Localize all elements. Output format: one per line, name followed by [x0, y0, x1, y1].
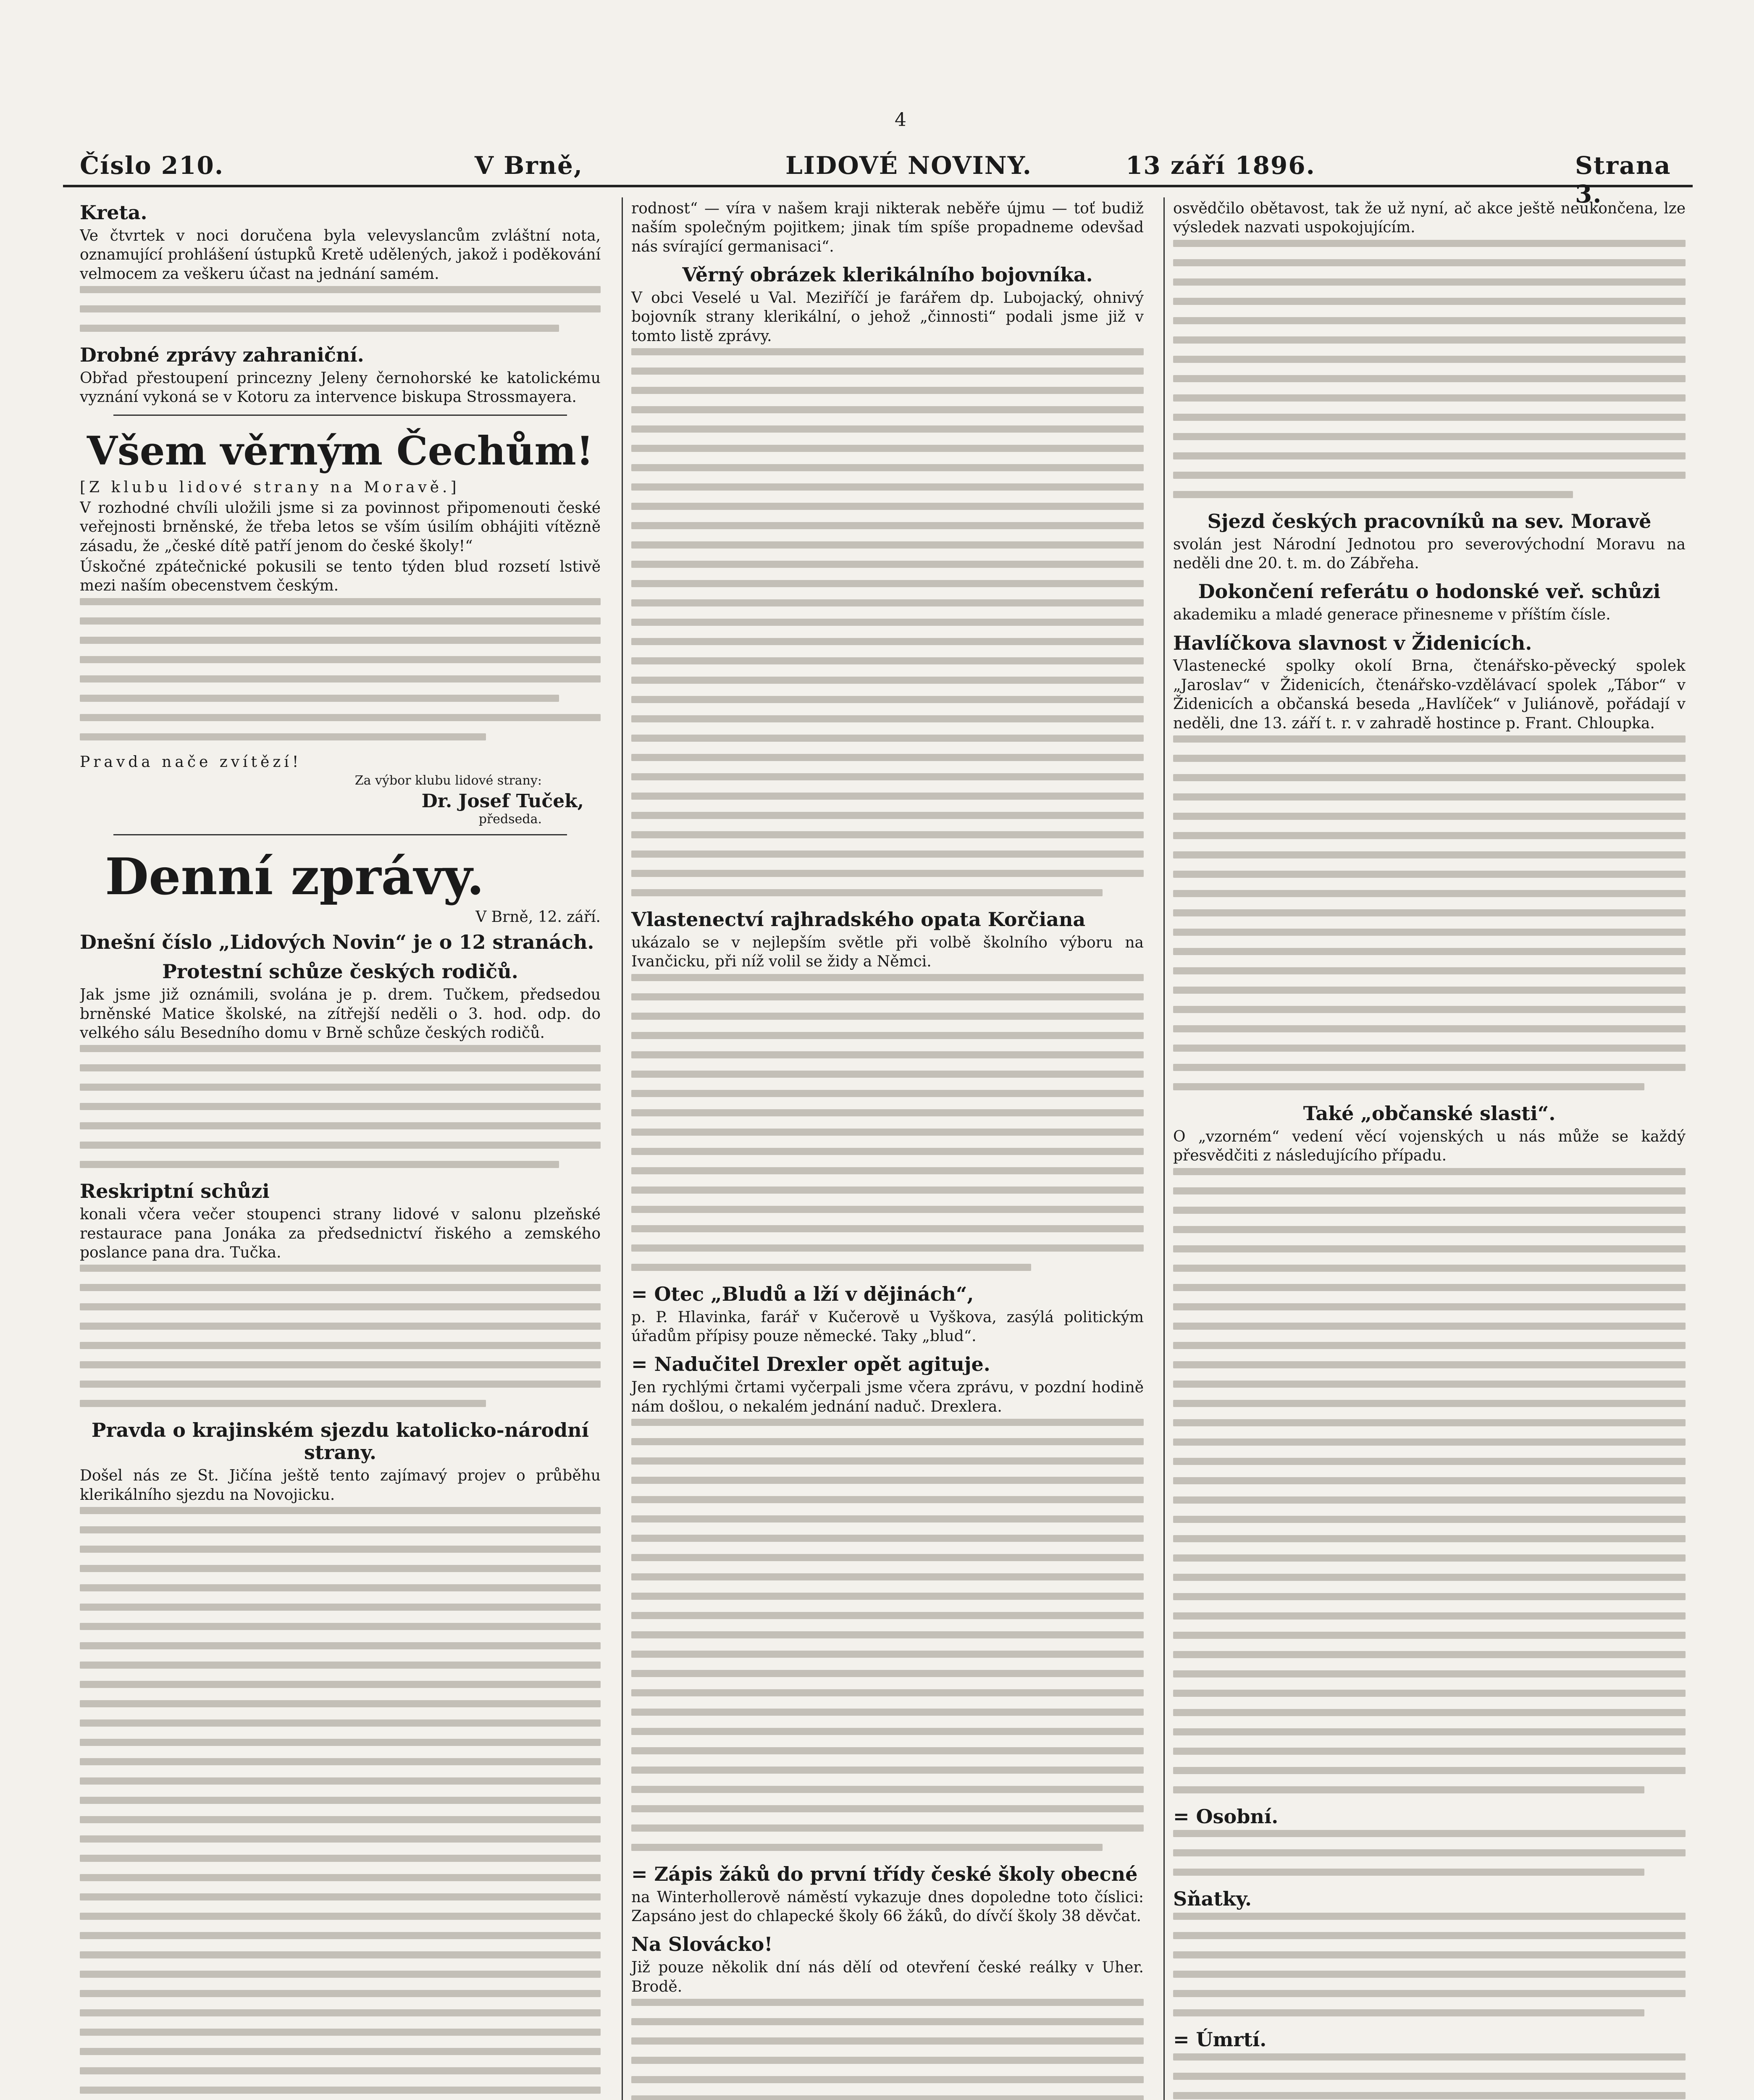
article-school-enrolment [631, 1863, 1144, 1926]
headline: Věrný obrázek klerikálního bojovníka. [682, 263, 1093, 286]
notice-marriages [1173, 1888, 1686, 2016]
text-lines [80, 1507, 601, 2100]
text-lines [1173, 1168, 1686, 1793]
text-lines [631, 1999, 1144, 2100]
headline: Pravda o krajinském sjezdu katolicko-národní strany. [91, 1419, 589, 1464]
paragraph: Ve čtvrtek v noci doručena byla velevyslancům zvláštní nota, oznamující prohlášení ústupků Kretě udělených, jakož i poděkování velmocem za veškeru účast na jednání samém. [80, 227, 601, 283]
subheadline: [Z klubu lidové strany na Moravě.] [80, 478, 460, 496]
paragraph: svolán jest Národní Jednotou pro severovýchodní Moravu na neděli dne 20. t. m. do Zábřeha. [1173, 536, 1686, 572]
column-middle [622, 197, 1144, 2100]
paragraph: Úskočné zpátečnické pokusili se tento týden blud rozsetí lstivě mezi naším obecenstvem českým. [80, 558, 601, 595]
paragraph: na Winterhollerově náměstí vykazuje dnes dopoledne toto číslici: Zapsáno jest do chlapecké školy 66 žáků, do dívčí školy 38 děvčat. [631, 1888, 1144, 1925]
headline: Na Slovácko! [631, 1933, 773, 1956]
column-right [1163, 197, 1686, 2100]
headline: = Zápis žáků do první třídy české školy obecné [631, 1862, 1138, 1885]
headline: = Nadučitel Drexler opět agituje. [631, 1353, 990, 1376]
headline: = Osobní. [1173, 1805, 1279, 1828]
text-lines [1173, 240, 1686, 498]
paragraph: V obci Veselé u Val. Meziříčí je farářem dp. Lubojacký, ohnivý bojovník strany klerikální, o jehož „činnosti“ podali jsme již v tomto listě zprávy. [631, 289, 1144, 345]
newspaper-title: LIDOVÉ NOVINY. [785, 151, 1032, 180]
text-lines [1173, 2053, 1686, 2100]
article-continued [631, 199, 1144, 256]
text-lines [80, 598, 601, 740]
article-appeal [80, 428, 601, 827]
newspaper-page [63, 97, 1693, 2100]
text-lines [631, 974, 1144, 1271]
text-lines [80, 1265, 601, 1407]
divider [113, 834, 567, 835]
article-drexler [631, 1353, 1144, 1851]
paragraph: O „vzorném“ vedení věcí vojenských u nás může se každý přesvědčiti z následujícího případu. [1173, 1128, 1686, 1165]
article-parents-meeting [80, 961, 601, 1168]
paragraph: Jen rychlými črtami vyčerpali jsme včera zprávu, v pozdní hodině nám došlou, o nekalém jednání naduč. Drexlera. [631, 1379, 1144, 1415]
article-slovacko [631, 1933, 1144, 2100]
headline: Drobné zprávy zahraniční. [80, 343, 364, 366]
article-continued [1173, 199, 1686, 498]
issue-number: Číslo 210. [80, 151, 224, 180]
article-foreign-news [80, 344, 601, 407]
subheadline: Dnešní číslo „Lidových Novin“ je o 12 stranách. [80, 930, 594, 953]
text-lines [1173, 735, 1686, 1090]
paragraph: Došel nás ze St. Jičína ještě tento zajímavý projev o průběhu klerikálního sjezdu na Novojicku. [80, 1467, 601, 1504]
article-father [631, 1283, 1144, 1346]
article-military [1173, 1102, 1686, 1793]
headline: Kreta. [80, 201, 147, 224]
signature-role: předseda. [478, 812, 542, 827]
text-lines [631, 348, 1144, 896]
article-report-end [1173, 580, 1686, 624]
dateline: V Brně, 12. září. [475, 908, 601, 926]
headline: Havlíčkova slavnost v Židenicích. [1173, 631, 1532, 654]
paragraph: osvědčilo obětavost, tak že už nyní, ač akce ještě neukončena, lze výsledek nazvati uspokojujícím. [1173, 200, 1686, 236]
signature-caption: Za výbor klubu lidové strany: [354, 773, 542, 788]
signature-name: Dr. Josef Tuček, [421, 790, 584, 812]
notice-deaths [1173, 2029, 1686, 2100]
paragraph: konali včera večer stoupenci strany lidové v salonu plzeňské restaurace pana Jonáka za předsednictví řiského a zemského poslance pana dra. Tučka. [80, 1206, 601, 1262]
headline: Dokončení referátu o hodonské veř. schůzi [1198, 580, 1661, 603]
headline: = Úmrtí. [1173, 2028, 1267, 2051]
article-catholic-congress [80, 1419, 601, 2100]
masthead [63, 147, 1693, 208]
text-lines [631, 1419, 1144, 1851]
issue-date: 13 září 1896. [1126, 151, 1316, 180]
divider [113, 415, 567, 416]
paragraph: akademiku a mladé generace přinesneme v příštím čísle. [1173, 606, 1611, 624]
article-abbot [631, 908, 1144, 1271]
page-mark: 4 [895, 109, 906, 131]
text-lines [1173, 1913, 1686, 2016]
headline: = Otec „Bludů a lží v dějinách“, [631, 1282, 974, 1305]
text-lines [80, 1045, 601, 1168]
column-left [80, 197, 601, 2100]
article-rescript-meeting [80, 1180, 601, 1407]
article-havlicek [1173, 632, 1686, 1090]
paragraph: Jak jsme již oznámili, svolána je p. drem. Tučkem, předsedou brněnské Matice školské, na zítřejší neděli o 3. hod. odp. do velkého sálu Besedního domu v Brně schůze českých rodičů. [80, 986, 601, 1042]
section-title: Denní zprávy. [105, 847, 484, 907]
headline: Vlastenectví rajhradského opata Korčiana [631, 908, 1086, 931]
article-clerical-fighter [631, 264, 1144, 896]
headline: Sňatky. [1173, 1887, 1252, 1911]
notice-personal [1173, 1806, 1686, 1876]
headline: Sjezd českých pracovníků na sev. Moravě [1207, 509, 1652, 533]
headline: Všem věrným Čechům! [87, 428, 594, 474]
paragraph: rodnost“ — víra v našem kraji nikterak neběře újmu — toť budiž naším společným pojitkem; jinak tím spíše propadneme odevšad nás svírající germanisaci“. [631, 200, 1144, 255]
paragraph: Pravda nače zvítězí! [80, 753, 302, 771]
text-lines [80, 286, 601, 332]
headline: Protestní schůze českých rodičů. [162, 960, 518, 983]
paragraph: Vlastenecké spolky okolí Brna, čtenářsko-pěvecký spolek „Jaroslav“ v Židenicích, čtenářsko-vzdělávací spolek „Tábor“ v Židenicích a občanská beseda „Havlíček“ v Juliánově, pořádají v neděli, dne 13. září t. r. v zahradě hostince p. Frant. Chloupka. [1173, 657, 1686, 732]
paragraph: Obřad přestoupení princezny Jeleny černohorské ke katolickému vyznání vykoná se v Kotoru za intervence biskupa Strossmayera. [80, 369, 601, 406]
headline: Reskriptní schůzi [80, 1180, 270, 1203]
text-lines [1173, 1830, 1686, 1876]
city: V Brně, [475, 151, 583, 180]
section-daily-news [80, 848, 601, 953]
paragraph: V rozhodné chvíli uložili jsme si za povinnost připomenouti české veřejnosti brněnské, že třeba letos se vším úsilím obhájiti vítězně zásadu, že „české dítě patří jenom do české školy!“ [80, 499, 601, 555]
article-workers-congress [1173, 510, 1686, 573]
article-kreta [80, 202, 601, 332]
paragraph: p. P. Hlavinka, farář v Kučerově u Vyškova, zasýlá politickým úřadům přípisy pouze německé. Taky „blud“. [631, 1308, 1144, 1345]
paragraph: Již pouze několik dní nás dělí od otevření české reálky v Uher. Brodě. [631, 1959, 1144, 1995]
paragraph: ukázalo se v nejlepším světle při volbě školního výboru na Ivančicku, při níž volil se židy a Němci. [631, 934, 1144, 971]
page-number: Strana 3. [1575, 151, 1671, 208]
headline: Také „občanské slasti“. [1303, 1102, 1556, 1125]
